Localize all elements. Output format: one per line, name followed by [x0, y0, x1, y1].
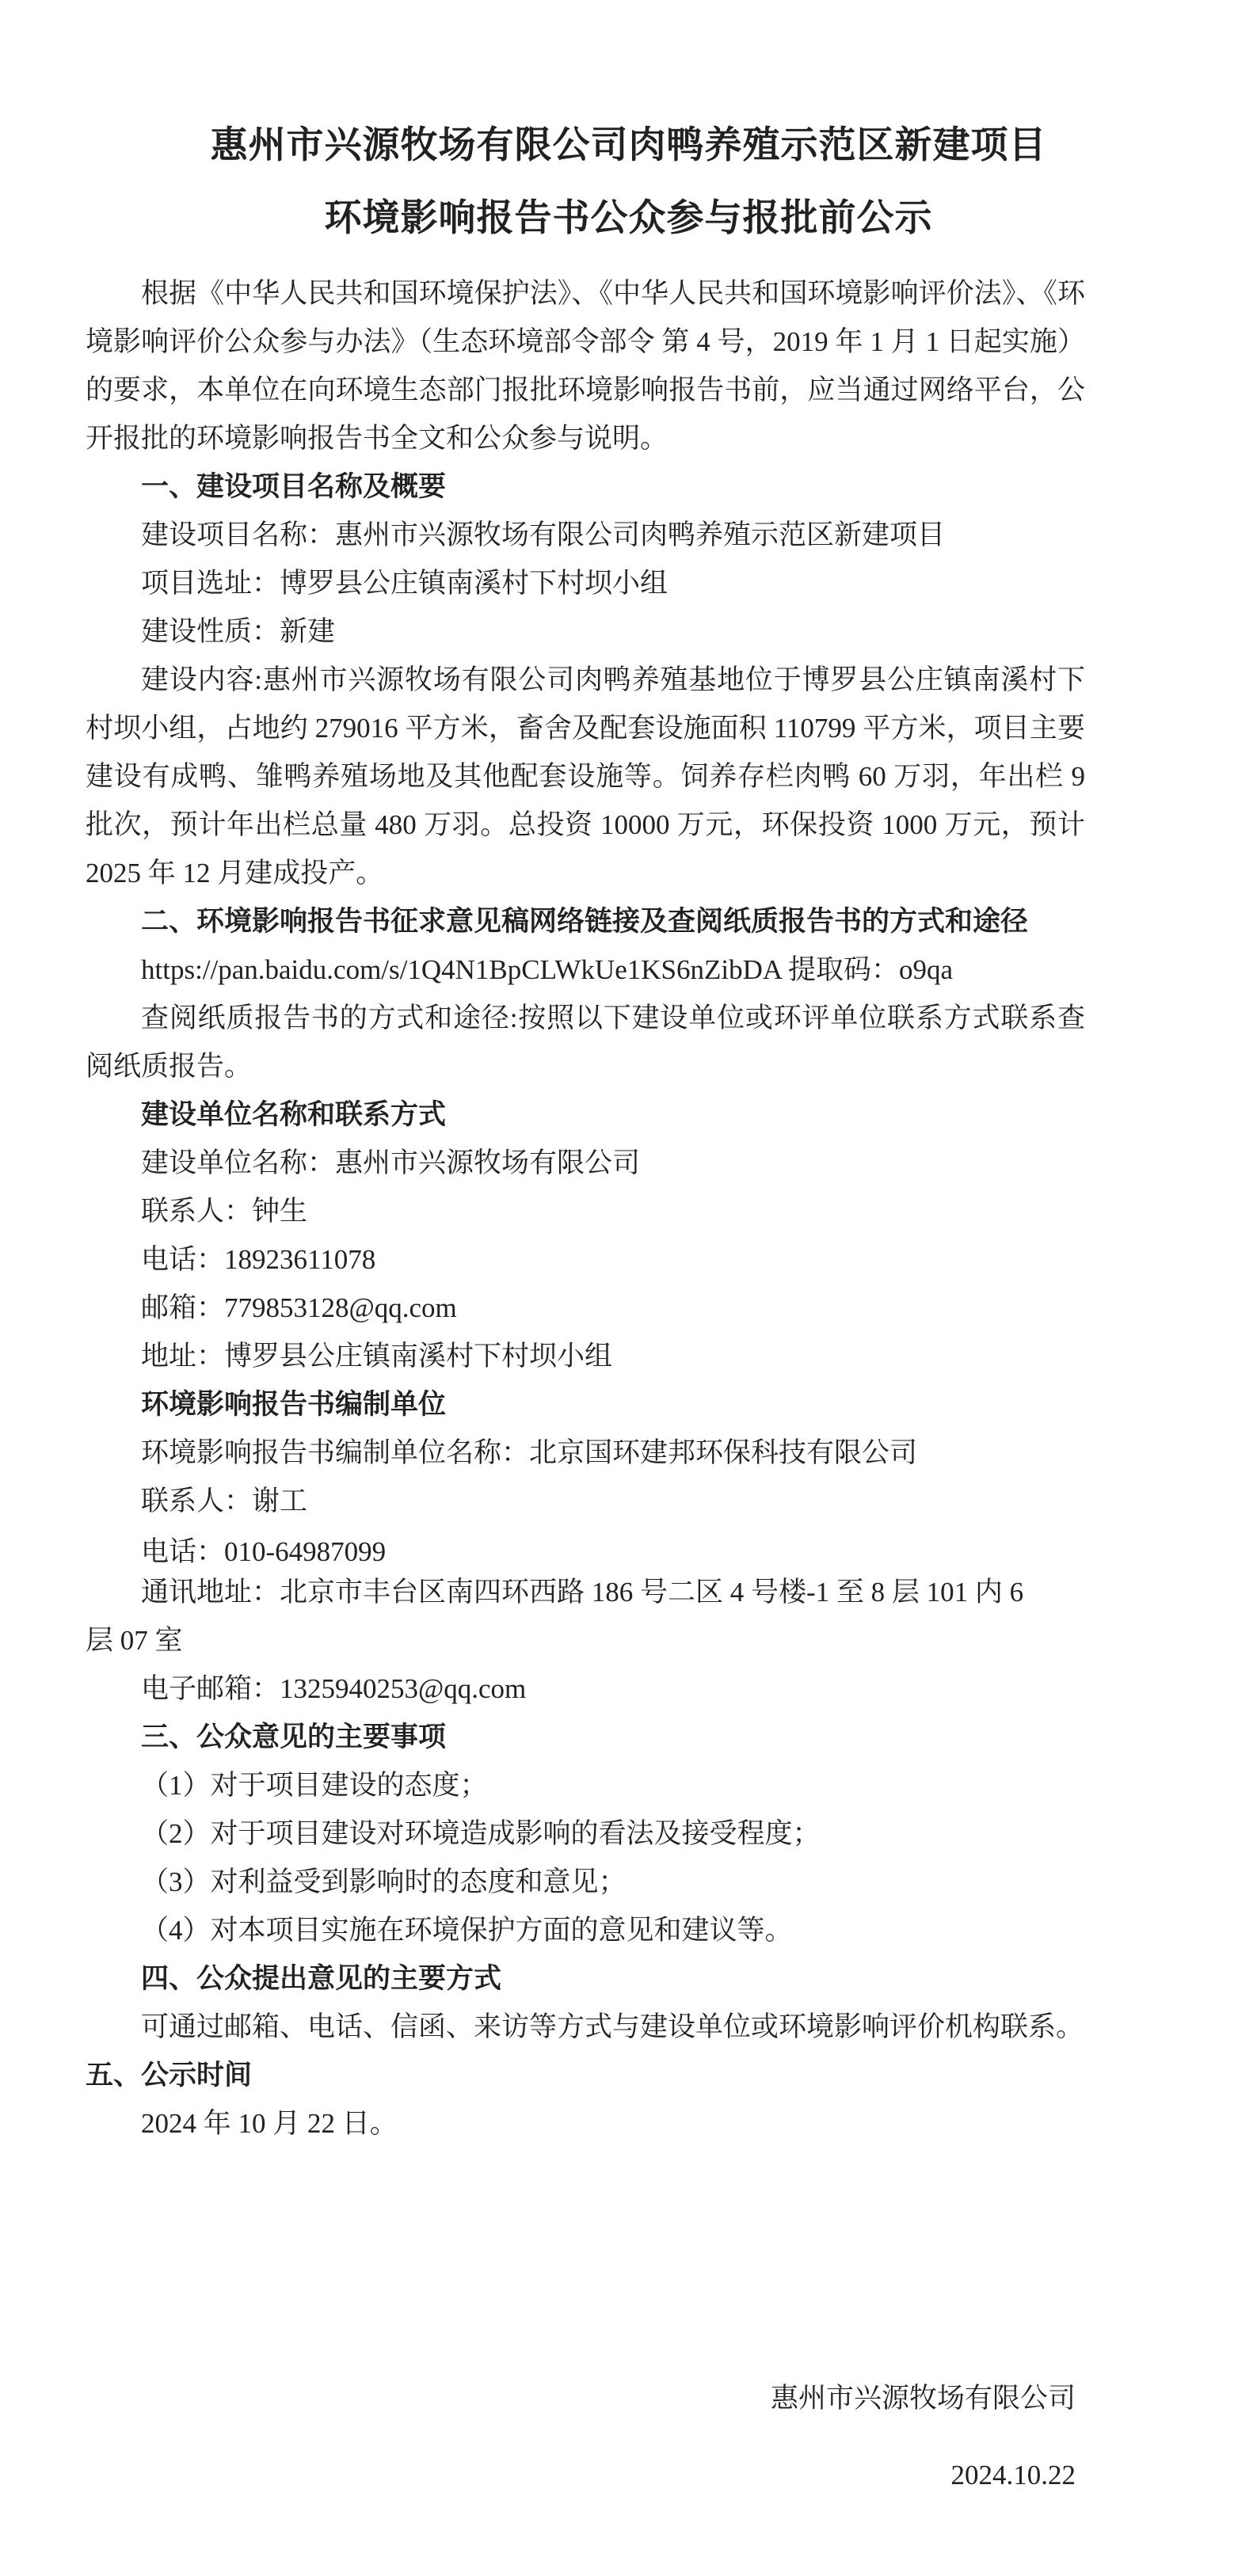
section-heading: 一、建设项目名称及概要	[141, 471, 447, 502]
paragraph: 电话：010-64987099	[141, 1536, 387, 1567]
paragraph: https://pan.baidu.com/s/1Q4N1BpCLWkUe1KS6nZibDA 提取码：o9qa	[141, 954, 953, 985]
paragraph: 建设单位名称：惠州市兴源牧场有限公司	[141, 1147, 641, 1178]
paragraph: 联系人：谢工	[141, 1486, 308, 1516]
signature-area	[86, 2374, 1085, 2499]
paragraph: （1）对于项目建设的态度；	[141, 1770, 488, 1801]
paragraph: 项目选址：博罗县公庄镇南溪村下村坝小组	[141, 568, 668, 599]
document-title-line-1: 惠州市兴源牧场有限公司肉鸭养殖示范区新建项目	[210, 125, 1047, 166]
paragraph: 层 07 室	[86, 1625, 183, 1656]
paragraph: 邮箱：779853128@qq.com	[141, 1292, 457, 1323]
section-heading: 建设单位名称和联系方式	[141, 1099, 447, 1130]
document-body	[86, 269, 1085, 2148]
signature-date: 2024.10.22	[950, 2460, 1076, 2490]
paragraph: 建设项目名称：惠州市兴源牧场有限公司肉鸭养殖示范区新建项目	[141, 519, 946, 550]
paragraph: 查阅纸质报告书的方式和途径:按照以下建设单位或环评单位联系方式联系查阅纸质报告。	[86, 1003, 1085, 1082]
paragraph: （4）对本项目实施在环境保护方面的意见和建议等。	[141, 1915, 793, 1946]
paragraph: 地址：博罗县公庄镇南溪村下村坝小组	[141, 1341, 613, 1372]
section-heading: 二、环境影响报告书征求意见稿网络链接及查阅纸质报告书的方式和途径	[141, 906, 1029, 937]
paragraph: 联系人：钟生	[141, 1196, 308, 1227]
section-heading: 三、公众意见的主要事项	[141, 1722, 447, 1752]
paragraph: 根据《中华人民共和国环境保护法》、《中华人民共和国环境影响评价法》、《环境影响评价公众参与办法》（生态环境部令部令 第 4 号，2019 年 1 月 1 日起实施）的要求，本单位在向环境生态部门报批环境影响报告书前，应当通过网络平台，公开报批的环境影响报告书全文和公众参与说明。	[86, 278, 1085, 454]
paragraph: 2024 年 10 月 22 日。	[141, 2108, 398, 2139]
paragraph: 环境影响报告书编制单位名称：北京国环建邦环保科技有限公司	[141, 1437, 918, 1468]
paragraph: （2）对于项目建设对环境造成影响的看法及接受程度；	[141, 1818, 821, 1849]
section-heading: 环境影响报告书编制单位	[141, 1389, 447, 1420]
paragraph: 电子邮箱：1325940253@qq.com	[141, 1673, 527, 1704]
paragraph: 可通过邮箱、电话、信函、来访等方式与建设单位或环境影响评价机构联系。	[141, 2011, 1084, 2042]
document-title	[0, 0, 1257, 255]
section-heading: 五、公示时间	[86, 2060, 253, 2091]
document-title-line-2: 环境影响报告书公众参与报批前公示	[324, 198, 933, 239]
paragraph: 通讯地址：北京市丰台区南四环西路 186 号二区 4 号楼-1 至 8 层 101 内 6	[141, 1577, 1024, 1608]
paragraph: 建设内容:惠州市兴源牧场有限公司肉鸭养殖基地位于博罗县公庄镇南溪村下村坝小组，占地约 279016 平方米，畜舍及配套设施面积 110799 平方米，项目主要建设有成鸭、雏鸭养殖场地及其他配套设施等。饲养存栏肉鸭 60 万羽，年出栏 9 批次，预计年出栏总量 480 万羽。总投资 10000 万元，环保投资 1000 万元，预计 2025 年 12 月建成投产。	[86, 664, 1085, 888]
paragraph: 电话：18923611078	[141, 1244, 376, 1275]
signature-company: 惠州市兴源牧场有限公司	[770, 2383, 1076, 2414]
paragraph: （3）对利益受到影响时的态度和意见；	[141, 1866, 627, 1897]
section-heading: 四、公众提出意见的主要方式	[141, 1963, 502, 1994]
paragraph: 建设性质：新建	[141, 616, 336, 647]
